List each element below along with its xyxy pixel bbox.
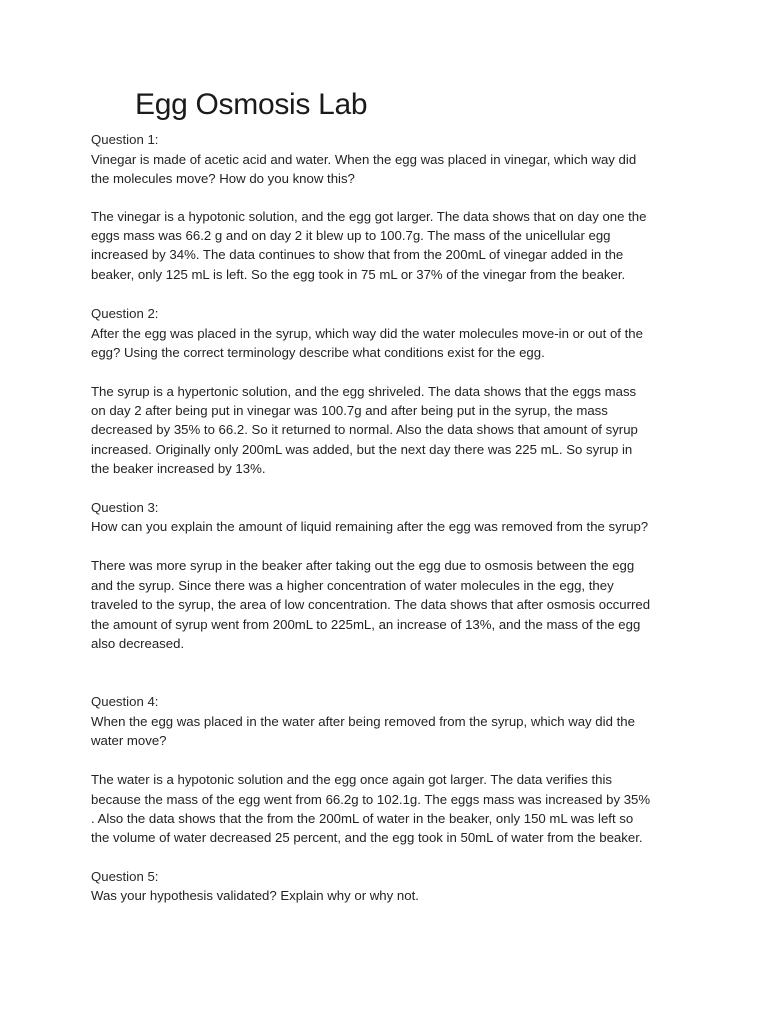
answer-3-line: also decreased. [91, 636, 185, 651]
question-3-text-line: How can you explain the amount of liquid remaining after the egg was removed from the syrup? [91, 519, 649, 534]
question-2-text-line: egg? Using the correct terminology describe what conditions exist for the egg. [91, 345, 545, 360]
question-4-text-line: When the egg was placed in the water after being removed from the syrup, which way did the [91, 714, 635, 729]
question-1-text-line: the molecules move? How do you know this? [91, 171, 355, 186]
question-3-label: Question 3: [91, 500, 159, 515]
answer-3-line: the amount of syrup went from 200mL to 225mL, an increase of 13%, and the mass of the egg [91, 617, 641, 632]
question-4-label: Question 4: [91, 694, 159, 709]
answer-2-line: the beaker increased by 13%. [91, 461, 266, 476]
question-1-label: Question 1: [91, 132, 159, 147]
answer-2-line: The syrup is a hypertonic solution, and the egg shriveled. The data shows that the eggs mass [91, 384, 637, 399]
question-2-label: Question 2: [91, 306, 159, 321]
document-title: Egg Osmosis Lab [135, 88, 368, 121]
question-5-text-line: Was your hypothesis validated? Explain why or why not. [91, 888, 419, 903]
answer-4-line: The water is a hypotonic solution and the egg once again got larger. The data verifies this [91, 772, 612, 787]
answer-4-line: . Also the data shows that the from the 200mL of water in the beaker, only 150 mL was left so [91, 811, 634, 826]
answer-3-line: There was more syrup in the beaker after taking out the egg due to osmosis between the egg [91, 558, 635, 573]
answer-1-line: increased by 34%. The data continues to show that from the 200mL of vinegar added in the [91, 247, 624, 262]
question-1-text-line: Vinegar is made of acetic acid and water. When the egg was placed in vinegar, which way did [91, 152, 637, 167]
answer-1-line: beaker, only 125 mL is left. So the egg took in 75 mL or 37% of the vinegar from the beaker. [91, 267, 626, 282]
question-5-label: Question 5: [91, 869, 159, 884]
answer-1-line: eggs mass was 66.2 g and on day 2 it blew up to 100.7g. The mass of the unicellular egg [91, 228, 611, 243]
question-4-text-line: water move? [91, 733, 167, 748]
answer-2-line: decreased by 35% to 66.2. So it returned to normal. Also the data shows that amount of syrup [91, 422, 638, 437]
answer-1-line: The vinegar is a hypotonic solution, and the egg got larger. The data shows that on day one the [91, 209, 647, 224]
answer-3-line: traveled to the syrup, the area of low concentration. The data shows that after osmosis occurred [91, 597, 651, 612]
answer-4-line: the volume of water decreased 25 percent, and the egg took in 50mL of water from the beaker. [91, 830, 643, 845]
answer-4-line: because the mass of the egg went from 66.2g to 102.1g. The eggs mass was increased by 35% [91, 792, 651, 807]
question-2-text-line: After the egg was placed in the syrup, which way did the water molecules move-in or out of the [91, 326, 643, 341]
answer-2-line: increased. Originally only 200mL was added, but the next day there was 225 mL. So syrup in [91, 442, 633, 457]
answer-2-line: on day 2 after being put in vinegar was 100.7g and after being put in the syrup, the mass [91, 403, 608, 418]
answer-3-line: and the syrup. Since there was a higher concentration of water molecules in the egg, they [91, 578, 614, 593]
